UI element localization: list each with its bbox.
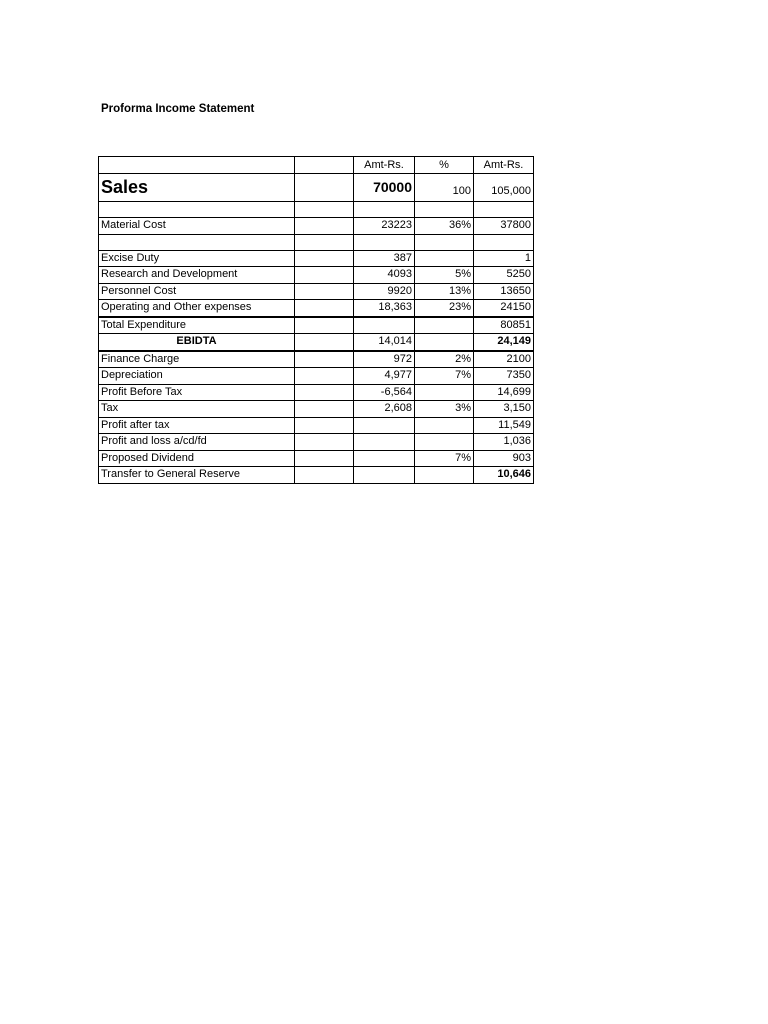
empty-cell (354, 234, 415, 250)
header-amount-projected: Amt-Rs. (474, 157, 534, 174)
amount-projected: 903 (474, 450, 534, 467)
percent: 23% (415, 300, 474, 317)
table-row-personnel (99, 283, 534, 300)
percent (415, 384, 474, 401)
table-row-tax (99, 401, 534, 418)
header-blank-cell (295, 157, 354, 174)
amount-current (354, 467, 415, 484)
empty-cell (295, 234, 354, 250)
amount-projected: 2100 (474, 351, 534, 368)
spacer-row (99, 202, 534, 218)
amount-projected: 13650 (474, 283, 534, 300)
amount-projected: 37800 (474, 218, 534, 235)
row-label: Research and Development (99, 267, 295, 284)
blank-cell (295, 450, 354, 467)
table-row-general-reserve (99, 467, 534, 484)
amount-projected: 3,150 (474, 401, 534, 418)
blank-cell (295, 351, 354, 368)
table-row-proposed-dividend (99, 450, 534, 467)
table-row-profit-loss-acd (99, 434, 534, 451)
row-label: Profit Before Tax (99, 384, 295, 401)
table-row-profit-before-tax (99, 384, 534, 401)
amount-current: 70000 (354, 174, 415, 202)
amount-projected: 14,699 (474, 384, 534, 401)
percent: 100 (415, 174, 474, 202)
amount-projected: 105,000 (474, 174, 534, 202)
blank-cell (295, 417, 354, 434)
empty-cell (99, 202, 295, 218)
income-statement-table (98, 156, 534, 484)
row-label: Profit after tax (99, 417, 295, 434)
spacer-row (99, 234, 534, 250)
row-label: Excise Duty (99, 250, 295, 267)
amount-current (354, 434, 415, 451)
amount-projected: 5250 (474, 267, 534, 284)
table-row-finance-charge (99, 351, 534, 368)
percent (415, 434, 474, 451)
row-label: Sales (99, 174, 295, 202)
empty-cell (474, 202, 534, 218)
empty-cell (474, 234, 534, 250)
amount-projected: 7350 (474, 368, 534, 385)
row-label: Profit and loss a/cd/fd (99, 434, 295, 451)
amount-current: 2,608 (354, 401, 415, 418)
empty-cell (415, 202, 474, 218)
row-label: Total Expenditure (99, 317, 295, 334)
amount-current: 387 (354, 250, 415, 267)
percent: 7% (415, 368, 474, 385)
blank-cell (295, 368, 354, 385)
header-label-cell (99, 157, 295, 174)
amount-projected: 11,549 (474, 417, 534, 434)
row-label: EBIDTA (99, 334, 295, 351)
percent (415, 317, 474, 334)
table-row-excise-duty (99, 250, 534, 267)
blank-cell (295, 300, 354, 317)
statement-title: Proforma Income Statement (101, 103, 255, 115)
percent (415, 334, 474, 351)
row-label: Material Cost (99, 218, 295, 235)
amount-current (354, 317, 415, 334)
amount-projected: 1,036 (474, 434, 534, 451)
amount-projected: 1 (474, 250, 534, 267)
amount-projected: 10,646 (474, 467, 534, 484)
blank-cell (295, 334, 354, 351)
header-amount-current: Amt-Rs. (354, 157, 415, 174)
blank-cell (295, 434, 354, 451)
amount-projected: 80851 (474, 317, 534, 334)
table-row-total-expenditure (99, 317, 534, 334)
amount-current: -6,564 (354, 384, 415, 401)
blank-cell (295, 283, 354, 300)
table-row-ebidta (99, 334, 534, 351)
amount-projected: 24150 (474, 300, 534, 317)
blank-cell (295, 317, 354, 334)
table-row-research (99, 267, 534, 284)
table-row-sales (99, 174, 534, 202)
row-label: Personnel Cost (99, 283, 295, 300)
percent: 36% (415, 218, 474, 235)
row-label: Operating and Other expenses (99, 300, 295, 317)
amount-current: 18,363 (354, 300, 415, 317)
amount-current: 9920 (354, 283, 415, 300)
percent: 2% (415, 351, 474, 368)
table-row-material-cost (99, 218, 534, 235)
blank-cell (295, 250, 354, 267)
empty-cell (99, 234, 295, 250)
percent (415, 467, 474, 484)
row-label: Tax (99, 401, 295, 418)
amount-current: 972 (354, 351, 415, 368)
empty-cell (354, 202, 415, 218)
amount-current: 4093 (354, 267, 415, 284)
blank-cell (295, 218, 354, 235)
amount-current (354, 450, 415, 467)
table-row-profit-after-tax (99, 417, 534, 434)
amount-current (354, 417, 415, 434)
percent: 5% (415, 267, 474, 284)
amount-current: 4,977 (354, 368, 415, 385)
blank-cell (295, 401, 354, 418)
empty-cell (295, 202, 354, 218)
amount-projected: 24,149 (474, 334, 534, 351)
blank-cell (295, 467, 354, 484)
amount-current: 23223 (354, 218, 415, 235)
percent: 13% (415, 283, 474, 300)
percent: 7% (415, 450, 474, 467)
row-label: Transfer to General Reserve (99, 467, 295, 484)
row-label: Depreciation (99, 368, 295, 385)
empty-cell (415, 234, 474, 250)
percent: 3% (415, 401, 474, 418)
amount-current: 14,014 (354, 334, 415, 351)
row-label: Proposed Dividend (99, 450, 295, 467)
blank-cell (295, 174, 354, 202)
percent (415, 417, 474, 434)
header-percent: % (415, 157, 474, 174)
table-row-operating (99, 300, 534, 317)
percent (415, 250, 474, 267)
blank-cell (295, 267, 354, 284)
row-label: Finance Charge (99, 351, 295, 368)
table-row-depreciation (99, 368, 534, 385)
blank-cell (295, 384, 354, 401)
header-row (99, 157, 534, 174)
